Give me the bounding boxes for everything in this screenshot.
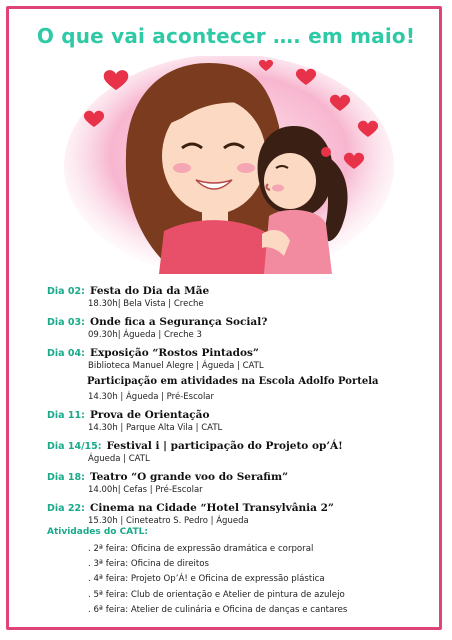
page-title: O que vai acontecer …. em maio! (36, 24, 416, 48)
event-item (47, 343, 427, 405)
event-name: Exposição “Rostos Pintados” (89, 347, 259, 359)
event-name: Festival i | participação do Projeto op’Á! (106, 440, 343, 452)
event-name: Onde fica a Segurança Social? (89, 316, 268, 328)
event-details: Águeda | CATL (88, 454, 150, 464)
list-item: . 6ª feira: Atelier de culinária e Oficina de danças e cantares (88, 604, 348, 615)
event-name: Festa do Dia da Mãe (89, 285, 210, 297)
list-item: . 4ª feira: Projeto Op’Á! e Oficina de expressão plástica (88, 574, 325, 585)
mother-daughter-illustration (64, 56, 394, 274)
event-details: 09.30h| Águeda | Creche 3 (88, 330, 202, 340)
catl-activities-list (88, 542, 347, 618)
catl-heading: Atividades do CATL: (47, 527, 148, 537)
event-name: Teatro “O grande voo do Serafim” (89, 471, 289, 483)
event-item (47, 405, 427, 436)
event-item (47, 436, 427, 467)
event-date: Dia 22: (47, 503, 85, 514)
list-item: . 2ª feira: Oficina de expressão dramática e corporal (88, 544, 314, 554)
event-item (47, 498, 427, 529)
event-details: 15.30h | Cineteatro S. Pedro | Águeda (88, 516, 249, 526)
event-details: 14.00h| Cefas | Pré-Escolar (88, 485, 203, 495)
event-date: Dia 03: (47, 317, 85, 328)
event-item (47, 281, 427, 312)
event-date: Dia 04: (47, 348, 85, 359)
event-name: Prova de Orientação (89, 409, 210, 421)
event-item (47, 312, 427, 343)
list-item: . 3ª feira: Oficina de direitos (88, 559, 210, 570)
events-list (47, 281, 427, 529)
event-details: 14.30h | Parque Alta Vila | CATL (88, 423, 223, 433)
event-details: Biblioteca Manuel Alegre | Águeda | CATL (88, 361, 264, 371)
event-details: 18.30h| Bela Vista | Creche (88, 299, 204, 309)
event-item (47, 467, 427, 498)
list-item: . 5ª feira: Club de orientação e Atelier de pintura de azulejo (88, 589, 345, 600)
event-date: Dia 11: (47, 410, 85, 421)
event-name: Cinema na Cidade “Hotel Transylvânia 2” (89, 502, 334, 514)
event-date: Dia 18: (47, 472, 85, 483)
event-date: Dia 14/15: (47, 441, 102, 452)
event-subtitle: Participação em atividades na Escola Adolfo Portela (87, 376, 379, 387)
event-details: 14.30h | Águeda | Pré-Escolar (88, 392, 215, 402)
event-date: Dia 02: (47, 286, 85, 297)
